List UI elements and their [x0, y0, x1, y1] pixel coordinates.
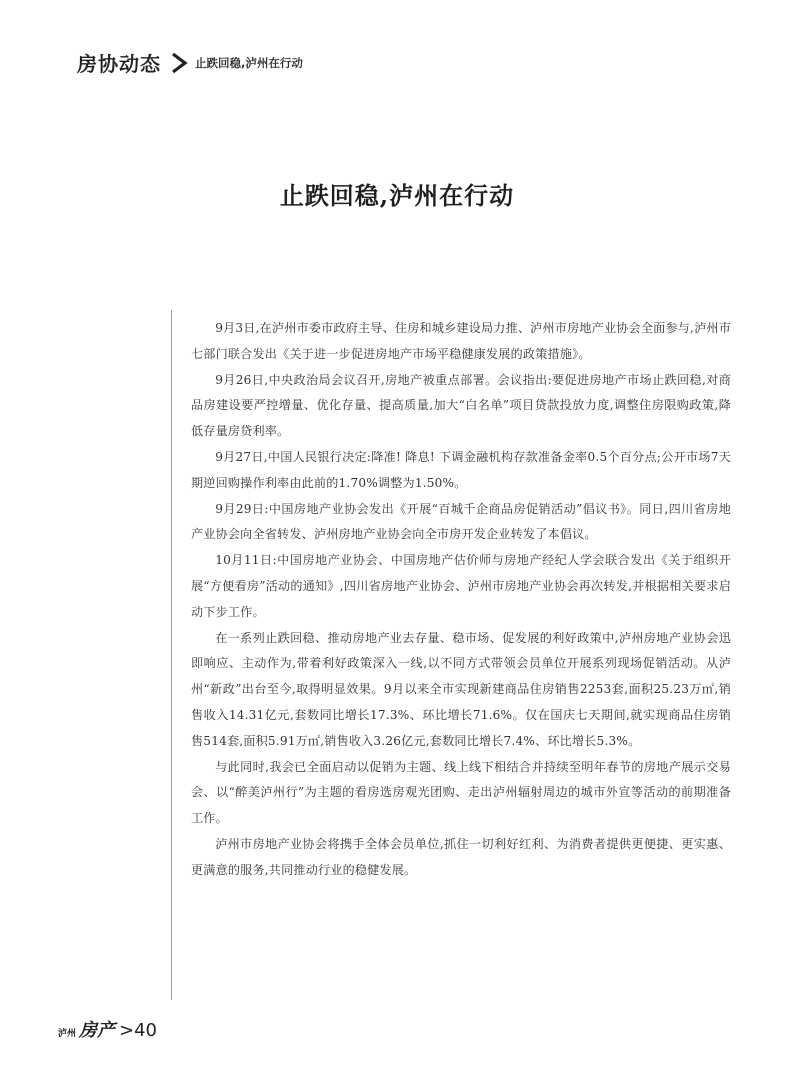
logo-name: 房产 [79, 1020, 116, 1041]
magazine-logo [58, 1016, 115, 1042]
paragraph: 9月26日,中央政治局会议召开,房地产被重点部署。会议指出:要促进房地产市场止跌回稳,对商品房建设要严控增量、优化存量、提高质量,加大“白名单”项目贷款投放力度,调整住房限购政策,降低存量房贷利率。 [191, 372, 731, 439]
vertical-divider [171, 310, 172, 1000]
paragraph: 10月11日:中国房地产业协会、中国房地产估价师与房地产经纪人学会联合发出《关于组织开展“方便看房”活动的通知》,四川省房地产业协会、泸州市房地产业协会再次转发,并根据相关要求启动下步工作。 [191, 553, 731, 619]
page-footer [58, 1016, 157, 1042]
breadcrumb: 止跌回稳,泸州在行动 [195, 55, 303, 70]
paragraph: 在一系列止跌回稳、推动房地产业去存量、稳市场、促发展的利好政策中,泸州房地产业协会迅即响应、主动作为,带着利好政策深入一线,以不同方式带领会员单位开展系列现场促销活动。从泸州“新政”出台至今,取得明显效果。9月以来全市实现新建商品住房销售2253套,面积25.23万㎡,销售收入14.31亿元,套数同比增长17.3%、环比增长71.6%。仅在国庆七天期间,就实现商品住房销售514套,面积5.91万㎡,销售收入3.26亿元,套数同比增长7.4%、环比增长5.3%。 [191, 630, 731, 748]
page-header [77, 48, 303, 77]
article-body [191, 316, 731, 884]
page-number: >40 [119, 1020, 158, 1041]
paragraph: 9月27日,中国人民银行决定:降准! 降息! 下调金融机构存款准备金率0.5个百分点;公开市场7天期逆回购操作利率由此前的1.70%调整为1.50%。 [191, 449, 731, 490]
paragraph: 9月29日:中国房地产业协会发出《开展“百城千企商品房促销活动”倡议书》。同日,四川省房地产业协会向全省转发、泸州房地产业协会向全市房开发企业转发了本倡议。 [191, 501, 731, 542]
article-title: 止跌回稳,泸州在行动 [279, 181, 515, 210]
paragraph: 9月3日,在泸州市委市政府主导、住房和城乡建设局力推、泸州市房地产业协会全面参与,泸州市七部门联合发出《关于进一步促进房地产市场平稳健康发展的政策措施》。 [191, 321, 731, 361]
paragraph: 与此同时,我会已全面启动以促销为主题、线上线下相结合并持续至明年春节的房地产展示交易会、以“醉美泸州行”为主题的看房选房观光团购、走出泸州辐射周边的城市外宣等活动的前期准备工作。 [191, 759, 731, 826]
chevron-right-icon [169, 51, 189, 75]
section-title: 房协动态 [77, 52, 161, 76]
paragraph: 泸州市房地产业协会将携手全体会员单位,抓住一切利好红利、为消费者提供更便捷、更实惠、更满意的服务,共同推动行业的稳健发展。 [191, 836, 731, 877]
logo-city: 泸州 [58, 1029, 77, 1039]
